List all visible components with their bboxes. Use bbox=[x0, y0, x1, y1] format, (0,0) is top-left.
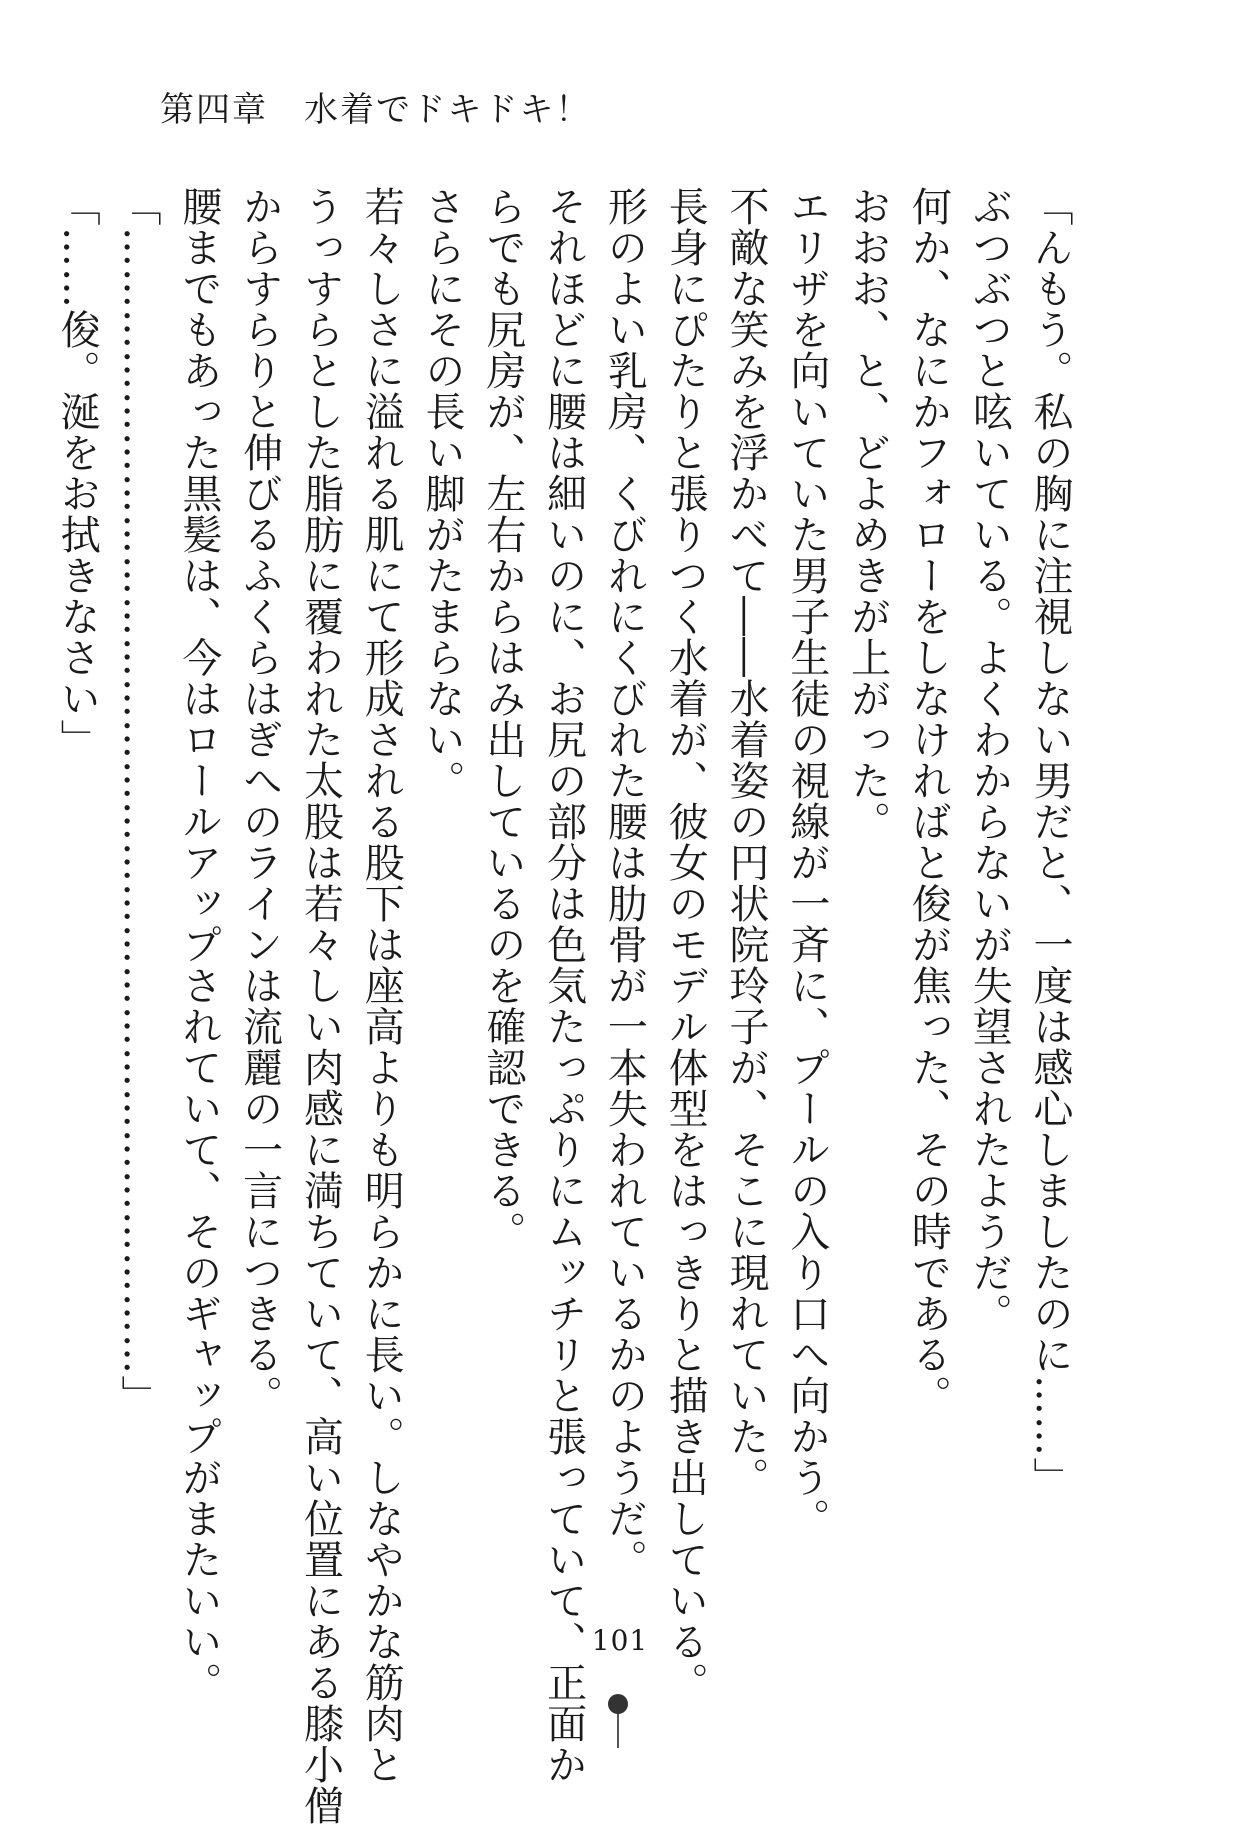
text-line: おおお、と、どよめきが上がった。 bbox=[844, 186, 891, 842]
text-line: 形のよい乳房、くびれにくびれた腰は肋骨が一本失われているかのようだ。 bbox=[601, 186, 648, 1580]
text-line: 何か、なにかフォローをしなければと俊が焦った、その時である。 bbox=[905, 186, 952, 1416]
text-line: ぶつぶつと呟いている。よくわからないが失望されたようだ。 bbox=[966, 186, 1013, 1334]
text-line: 「……俊。涎をお拭きなさい」 bbox=[54, 186, 101, 760]
chapter-title: 水着でドキドキ！ bbox=[304, 90, 592, 130]
page-dot-icon bbox=[608, 1694, 628, 1714]
text-line: 若々しさに溢れる肌にて形成される股下は座高よりも明らかに長い。しなやかな筋肉と bbox=[358, 186, 405, 1785]
text-line: 不敵な笑みを浮かべて――水着姿の円状院玲子が、そこに現れていた。 bbox=[723, 186, 770, 1498]
text-line: 「んもう。私の胸に注視しない男だと、一度は感心しましたのに……」 bbox=[1027, 186, 1073, 1498]
text-line: らでも尻房が、左右からはみ出しているのを確認できる。 bbox=[479, 186, 526, 1252]
page-number: 101 bbox=[591, 1624, 649, 1657]
chapter-header bbox=[160, 82, 591, 131]
text-line: 「…………………………………………………………………………」 bbox=[115, 186, 162, 1416]
text-line: うっすらとした脂肪に覆われた太股は若々しい肉感に満ちていて、高い位置にある膝小僧 bbox=[297, 186, 344, 1826]
text-line: エリザを向いていた男子生徒の視線が一斉に、プールの入り口へ向かう。 bbox=[783, 186, 830, 1539]
text-line: 腰までもあった黒髪は、今はロールアップされていて、そのギャップがまたいい。 bbox=[175, 186, 222, 1703]
text-line: さらにその長い脚がたまらない。 bbox=[419, 186, 466, 801]
page-number-rule bbox=[617, 1710, 619, 1748]
text-line: 長身にぴたりと張りつく水着が、彼女のモデル体型をはっきりと描き出している。 bbox=[662, 186, 709, 1703]
text-line: それほどに腰は細いのに、お尻の部分は色気たっぷりにムッチリと張っていて、正面か bbox=[540, 186, 587, 1785]
chapter-number: 第四章 bbox=[160, 90, 268, 130]
text-line: からすらりと伸びるふくらはぎへのラインは流麗の一言につきる。 bbox=[236, 186, 283, 1416]
